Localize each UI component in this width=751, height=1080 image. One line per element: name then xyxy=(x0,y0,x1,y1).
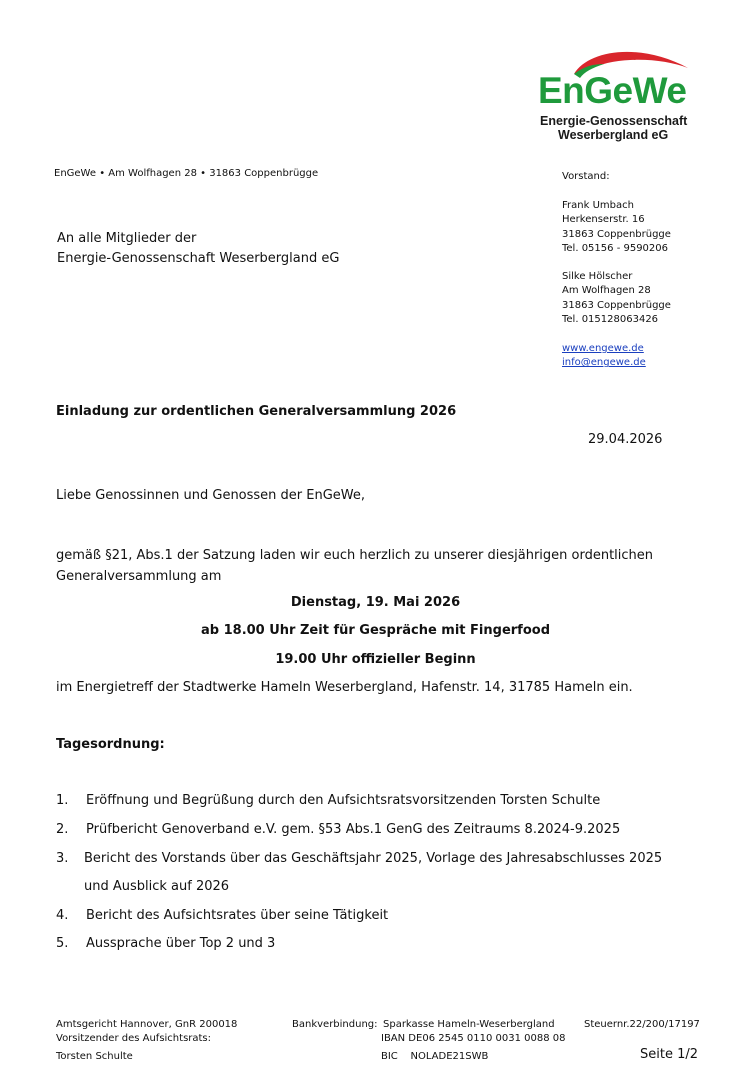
board-member-2 xyxy=(562,270,671,327)
footer-chair-label: Vorsitzender des Aufsichtsrats: xyxy=(56,1033,212,1044)
agenda-item-text: Prüfbericht Genoverband e.V. gem. §53 Abs.1 GenG des Zeitraums 8.2024-9.2025 xyxy=(86,822,621,837)
footer-court-registry: Amtsgericht Hannover, GnR 200018 xyxy=(56,1019,238,1030)
board-heading: Vorstand: xyxy=(562,171,610,182)
website-link[interactable]: www.engewe.de xyxy=(562,343,644,354)
event-fingerfood-time: ab 18.00 Uhr Zeit für Gespräche mit Fingerfood xyxy=(201,623,550,638)
event-start-time: 19.00 Uhr offizieller Beginn xyxy=(275,652,476,667)
member-2-city: 31863 Coppenbrügge xyxy=(562,299,671,311)
agenda-item-text: Bericht des Aufsichtsrates über seine Tätigkeit xyxy=(86,908,389,923)
logo-subtitle-line2: Weserbergland eG xyxy=(558,128,669,142)
footer-bank-label: Bankverbindung: xyxy=(292,1019,378,1030)
agenda-item-number: 2. xyxy=(56,822,69,837)
member-1-name: Frank Umbach xyxy=(562,200,634,211)
footer-bank-name: Sparkasse Hameln-Weserbergland xyxy=(383,1019,555,1030)
board-member-1 xyxy=(562,199,671,256)
agenda-item-number: 4. xyxy=(56,908,69,923)
member-1-street: Herkenserstr. 16 xyxy=(562,214,645,226)
subject-line: Einladung zur ordentlichen Generalversammlung 2026 xyxy=(56,404,457,419)
sender-address-line: EnGeWe • Am Wolfhagen 28 • 31863 Coppenbrügge xyxy=(54,168,319,179)
engewe-logo xyxy=(530,44,710,144)
footer-iban: IBAN DE06 2545 0110 0031 0088 08 xyxy=(381,1033,566,1044)
member-1-city: 31863 Coppenbrügge xyxy=(562,228,671,240)
intro-line-2: Generalversammlung am xyxy=(56,569,222,584)
recipient-line-2: Energie-Genossenschaft Weserbergland eG xyxy=(57,251,340,266)
page-number: Seite 1/2 xyxy=(640,1047,699,1062)
footer-bic: BIC NOLADE21SWB xyxy=(381,1051,489,1062)
agenda-item-text-continued: und Ausblick auf 2026 xyxy=(84,879,230,894)
footer-tax-number: Steuernr.22/200/17197 xyxy=(584,1019,700,1030)
agenda-item-text: Bericht des Vorstands über das Geschäftsjahr 2025, Vorlage des Jahresabschlusses 2025 xyxy=(84,851,663,866)
email-link[interactable]: info@engewe.de xyxy=(562,357,646,369)
member-2-phone: Tel. 015128063426 xyxy=(562,313,659,325)
agenda-heading: Tagesordnung: xyxy=(56,737,165,752)
event-location: im Energietreff der Stadtwerke Hameln Weserbergland, Hafenstr. 14, 31785 Hameln ein. xyxy=(56,680,633,695)
contact-links xyxy=(562,342,646,371)
letter-date: 29.04.2026 xyxy=(588,432,663,447)
intro-line-1: gemäß §21, Abs.1 der Satzung laden wir euch herzlich zu unserer diesjährigen ordentlichen xyxy=(56,548,654,563)
agenda-item-number: 3. xyxy=(56,851,69,866)
recipient-line-1: An alle Mitglieder der xyxy=(57,231,197,246)
event-day: Dienstag, 19. Mai 2026 xyxy=(290,595,461,610)
salutation: Liebe Genossinnen und Genossen der EnGeWe, xyxy=(56,488,366,503)
member-1-phone: Tel. 05156 - 9590206 xyxy=(562,242,669,254)
agenda-item-number: 1. xyxy=(56,793,69,808)
logo-subtitle-line1: Energie-Genossenschaft xyxy=(540,114,688,128)
agenda-item-text: Aussprache über Top 2 und 3 xyxy=(86,936,276,951)
logo-wordmark: EnGeWe xyxy=(538,70,687,111)
member-2-name: Silke Hölscher xyxy=(562,271,633,282)
intro-paragraph xyxy=(56,545,653,587)
member-2-street: Am Wolfhagen 28 xyxy=(562,285,651,297)
footer-chair-name: Torsten Schulte xyxy=(56,1051,133,1062)
agenda-item-text: Eröffnung und Begrüßung durch den Aufsichtsratsvorsitzenden Torsten Schulte xyxy=(86,793,601,808)
recipient-block xyxy=(57,229,339,269)
agenda-item-number: 5. xyxy=(56,936,69,951)
